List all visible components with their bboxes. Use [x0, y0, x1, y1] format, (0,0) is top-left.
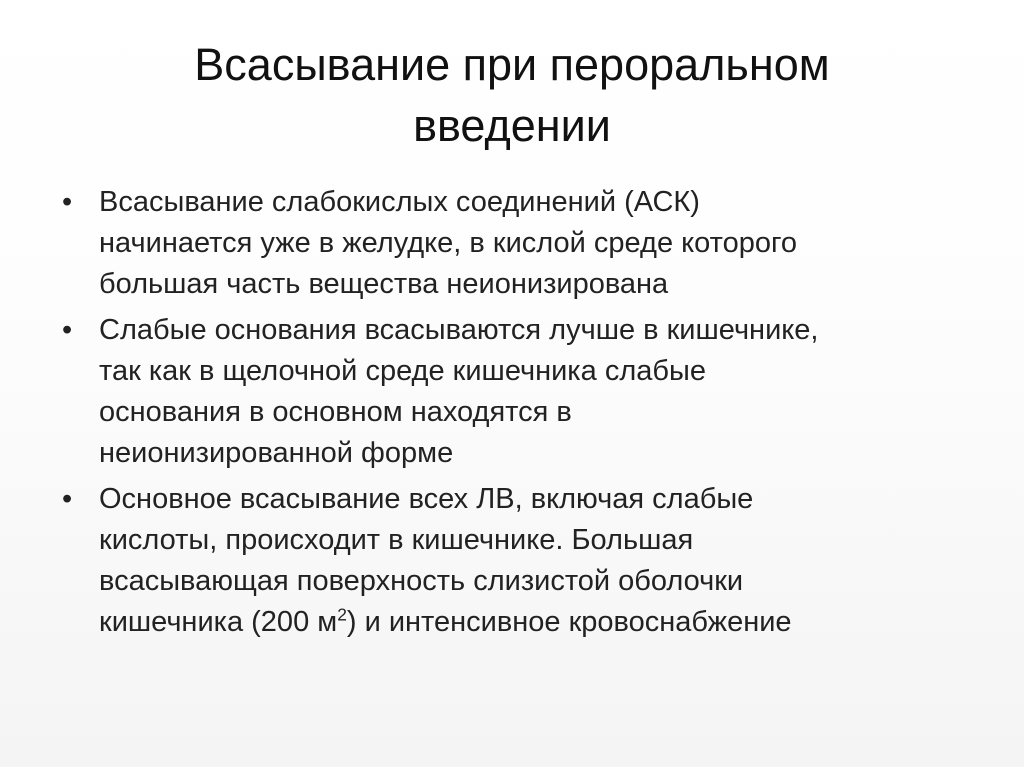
bullet-2-line-1: Слабые основания всасываются лучше в кишечнике,	[99, 314, 819, 346]
slide-title-line-1: Всасывание при пероральном	[194, 39, 830, 90]
bullet-1-line-1: Всасывание слабокислых соединений (АСК)	[99, 186, 700, 218]
bullet-item-2	[62, 310, 982, 474]
bullet-3-line-4-start: кишечника (200 м	[99, 606, 338, 638]
bullet-item-1	[62, 182, 982, 305]
bullet-marker: •	[62, 314, 73, 346]
bullet-1-line-3: большая часть вещества неионизирована	[99, 268, 669, 300]
bullet-marker: •	[62, 483, 73, 515]
superscript-2: 2	[337, 604, 347, 625]
bullet-3-line-2: кислоты, происходит в кишечнике. Большая	[99, 524, 694, 556]
bullet-3-line-1: Основное всасывание всех ЛВ, включая слабые	[99, 483, 754, 515]
bullet-2-line-2: так как в щелочной среде кишечника слабые	[99, 355, 706, 387]
slide-title	[60, 34, 964, 156]
bullet-3-line-4-end: ) и интенсивное кровоснабжение	[346, 606, 792, 638]
bullet-2-line-4: неионизированной форме	[99, 437, 454, 469]
bullet-list	[62, 182, 982, 648]
bullet-marker: •	[62, 186, 73, 218]
bullet-item-3	[62, 479, 982, 643]
bullet-3-line-3: всасывающая поверхность слизистой оболочки	[99, 565, 744, 597]
bullet-2-line-3: основания в основном находятся в	[99, 396, 572, 428]
bullet-3-line-4	[99, 602, 982, 643]
bullet-1-line-2: начинается уже в желудке, в кислой среде которого	[99, 227, 798, 259]
slide-title-line-2: введении	[413, 100, 611, 151]
